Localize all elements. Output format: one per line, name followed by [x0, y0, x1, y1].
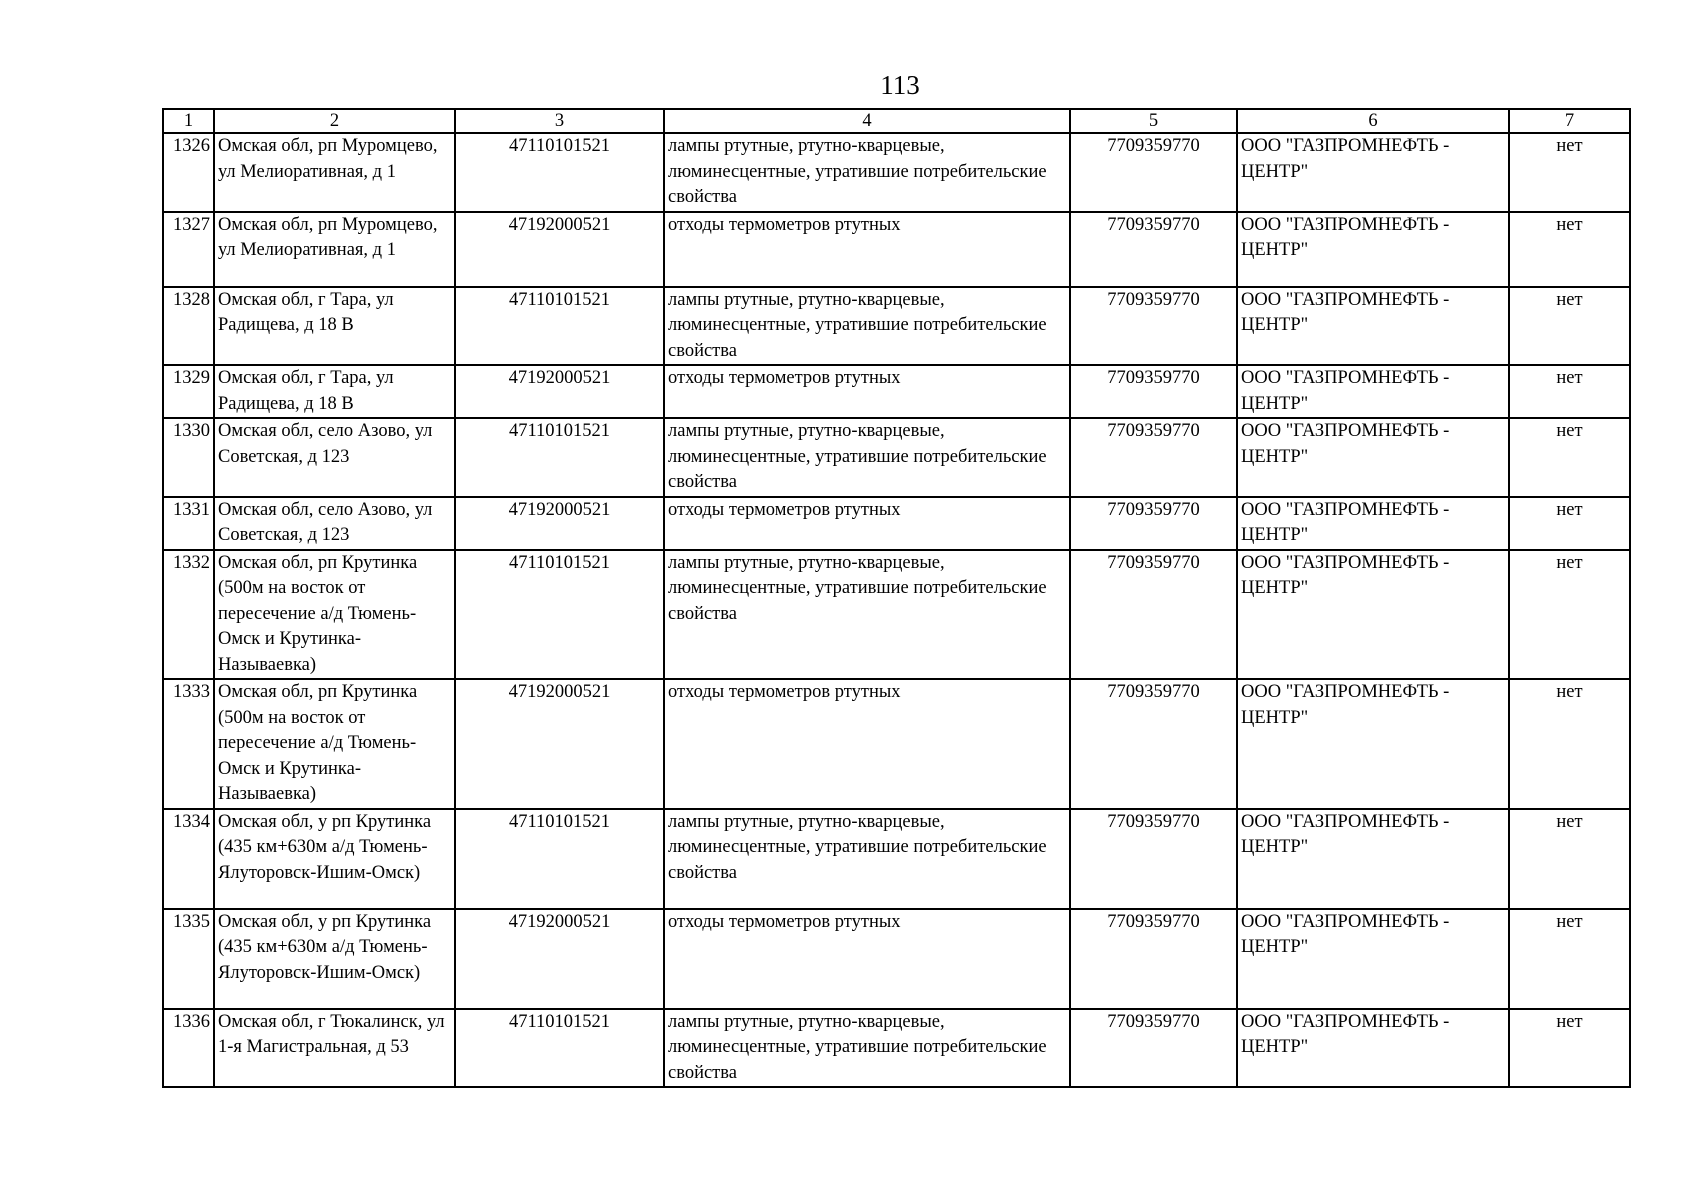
inn-cell: 7709359770 — [1070, 1009, 1237, 1088]
address-cell: Омская обл, г Тара, ул Радищева, д 18 В — [214, 287, 455, 366]
address-cell: Омская обл, село Азово, ул Советская, д 123 — [214, 497, 455, 550]
organization-cell: ООО "ГАЗПРОМНЕФТЬ - ЦЕНТР" — [1237, 418, 1509, 497]
organization-cell: ООО "ГАЗПРОМНЕФТЬ - ЦЕНТР" — [1237, 679, 1509, 809]
flag-cell: нет — [1509, 133, 1630, 212]
address-cell: Омская обл, село Азово, ул Советская, д 123 — [214, 418, 455, 497]
header-row — [163, 109, 1630, 133]
waste-name-cell: лампы ртутные, ртутно-кварцевые, люминесцентные, утратившие потребительские свойства — [664, 133, 1070, 212]
address-cell: Омская обл, г Тара, ул Радищева, д 18 В — [214, 365, 455, 418]
flag-cell: нет — [1509, 1009, 1630, 1088]
inn-cell: 7709359770 — [1070, 809, 1237, 909]
registry-table — [162, 108, 1631, 1088]
waste-name-cell: отходы термометров ртутных — [664, 212, 1070, 287]
table-row — [163, 418, 1630, 497]
row-number: 1329 — [163, 365, 214, 418]
waste-name-cell: лампы ртутные, ртутно-кварцевые, люминесцентные, утратившие потребительские свойства — [664, 550, 1070, 680]
row-number: 1330 — [163, 418, 214, 497]
table-row — [163, 809, 1630, 909]
address-cell: Омская обл, рп Крутинка (500м на восток от пересечение а/д Тюмень-Омск и Крутинка-Называевка) — [214, 679, 455, 809]
row-number: 1332 — [163, 550, 214, 680]
flag-cell: нет — [1509, 497, 1630, 550]
flag-cell: нет — [1509, 550, 1630, 680]
table-row — [163, 212, 1630, 287]
address-cell: Омская обл, г Тюкалинск, ул 1-я Магистральная, д 53 — [214, 1009, 455, 1088]
inn-cell: 7709359770 — [1070, 287, 1237, 366]
organization-cell: ООО "ГАЗПРОМНЕФТЬ - ЦЕНТР" — [1237, 550, 1509, 680]
inn-cell: 7709359770 — [1070, 497, 1237, 550]
column-header-2: 2 — [214, 109, 455, 133]
column-header-5: 5 — [1070, 109, 1237, 133]
table-row — [163, 133, 1630, 212]
waste-code-cell: 47192000521 — [455, 497, 664, 550]
waste-code-cell: 47110101521 — [455, 133, 664, 212]
waste-code-cell: 47110101521 — [455, 550, 664, 680]
organization-cell: ООО "ГАЗПРОМНЕФТЬ - ЦЕНТР" — [1237, 497, 1509, 550]
organization-cell: ООО "ГАЗПРОМНЕФТЬ - ЦЕНТР" — [1237, 365, 1509, 418]
row-number: 1328 — [163, 287, 214, 366]
table-row — [163, 679, 1630, 809]
flag-cell: нет — [1509, 809, 1630, 909]
waste-code-cell: 47110101521 — [455, 1009, 664, 1088]
waste-code-cell: 47192000521 — [455, 212, 664, 287]
inn-cell: 7709359770 — [1070, 133, 1237, 212]
waste-name-cell: лампы ртутные, ртутно-кварцевые, люминесцентные, утратившие потребительские свойства — [664, 418, 1070, 497]
flag-cell: нет — [1509, 287, 1630, 366]
address-cell: Омская обл, у рп Крутинка (435 км+630м а/д Тюмень-Ялуторовск-Ишим-Омск) — [214, 809, 455, 909]
waste-name-cell: отходы термометров ртутных — [664, 497, 1070, 550]
column-header-7: 7 — [1509, 109, 1630, 133]
organization-cell: ООО "ГАЗПРОМНЕФТЬ - ЦЕНТР" — [1237, 1009, 1509, 1088]
waste-code-cell: 47110101521 — [455, 809, 664, 909]
flag-cell: нет — [1509, 418, 1630, 497]
waste-code-cell: 47192000521 — [455, 909, 664, 1009]
organization-cell: ООО "ГАЗПРОМНЕФТЬ - ЦЕНТР" — [1237, 212, 1509, 287]
table-row — [163, 497, 1630, 550]
waste-name-cell: лампы ртутные, ртутно-кварцевые, люминесцентные, утратившие потребительские свойства — [664, 1009, 1070, 1088]
waste-name-cell: лампы ртутные, ртутно-кварцевые, люминесцентные, утратившие потребительские свойства — [664, 287, 1070, 366]
row-number: 1333 — [163, 679, 214, 809]
row-number: 1334 — [163, 809, 214, 909]
address-cell: Омская обл, рп Муромцево, ул Мелиоративная, д 1 — [214, 133, 455, 212]
waste-code-cell: 47192000521 — [455, 365, 664, 418]
organization-cell: ООО "ГАЗПРОМНЕФТЬ - ЦЕНТР" — [1237, 809, 1509, 909]
inn-cell: 7709359770 — [1070, 909, 1237, 1009]
waste-name-cell: лампы ртутные, ртутно-кварцевые, люминесцентные, утратившие потребительские свойства — [664, 809, 1070, 909]
table-row — [163, 365, 1630, 418]
table-row — [163, 1009, 1630, 1088]
organization-cell: ООО "ГАЗПРОМНЕФТЬ - ЦЕНТР" — [1237, 133, 1509, 212]
organization-cell: ООО "ГАЗПРОМНЕФТЬ - ЦЕНТР" — [1237, 287, 1509, 366]
waste-name-cell: отходы термометров ртутных — [664, 365, 1070, 418]
flag-cell: нет — [1509, 212, 1630, 287]
row-number: 1336 — [163, 1009, 214, 1088]
table-row — [163, 550, 1630, 680]
inn-cell: 7709359770 — [1070, 550, 1237, 680]
table-row — [163, 909, 1630, 1009]
row-number: 1326 — [163, 133, 214, 212]
row-number: 1327 — [163, 212, 214, 287]
row-number: 1331 — [163, 497, 214, 550]
organization-cell: ООО "ГАЗПРОМНЕФТЬ - ЦЕНТР" — [1237, 909, 1509, 1009]
column-header-4: 4 — [664, 109, 1070, 133]
row-number: 1335 — [163, 909, 214, 1009]
column-header-3: 3 — [455, 109, 664, 133]
waste-code-cell: 47110101521 — [455, 418, 664, 497]
flag-cell: нет — [1509, 909, 1630, 1009]
flag-cell: нет — [1509, 365, 1630, 418]
address-cell: Омская обл, рп Муромцево, ул Мелиоративная, д 1 — [214, 212, 455, 287]
inn-cell: 7709359770 — [1070, 212, 1237, 287]
waste-code-cell: 47192000521 — [455, 679, 664, 809]
inn-cell: 7709359770 — [1070, 679, 1237, 809]
waste-name-cell: отходы термометров ртутных — [664, 679, 1070, 809]
flag-cell: нет — [1509, 679, 1630, 809]
column-header-1: 1 — [163, 109, 214, 133]
address-cell: Омская обл, у рп Крутинка (435 км+630м а/д Тюмень-Ялуторовск-Ишим-Омск) — [214, 909, 455, 1009]
column-header-6: 6 — [1237, 109, 1509, 133]
table-row — [163, 287, 1630, 366]
inn-cell: 7709359770 — [1070, 418, 1237, 497]
page-number: 113 — [880, 70, 920, 100]
waste-code-cell: 47110101521 — [455, 287, 664, 366]
waste-name-cell: отходы термометров ртутных — [664, 909, 1070, 1009]
address-cell: Омская обл, рп Крутинка (500м на восток от пересечение а/д Тюмень-Омск и Крутинка-Называевка) — [214, 550, 455, 680]
inn-cell: 7709359770 — [1070, 365, 1237, 418]
